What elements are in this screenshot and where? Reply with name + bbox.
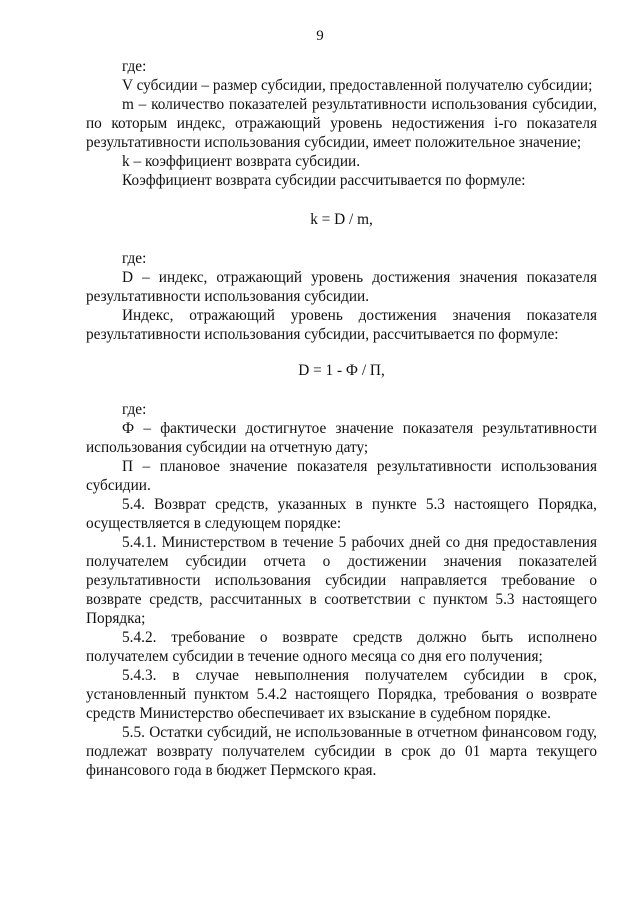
section-5-4: 5.4. Возврат средств, указанных в пункте 5.3 настоящего Порядка, осуществляется в следующем порядке: [86, 496, 597, 532]
p-definition: П – плановое значение показателя результативности использования субсидии. [86, 458, 597, 494]
where-label-1: где: [122, 58, 147, 75]
section-5-4-2: 5.4.2. требование о возврате средств должно быть исполнено получателем субсидии в течение одного месяца со дня его получения; [86, 629, 597, 665]
section-5-4-3: 5.4.3. в случае невыполнения получателем субсидии в срок, установленный пунктом 5.4.2 настоящего Порядка, требования о возврате средств Министерство обеспечивает их взыскание в судебном порядке. [86, 667, 597, 722]
f-definition: Ф – фактически достигнутое значение показателя результативности использования субсидии на отчетную дату; [86, 420, 597, 456]
formula-d: D = 1 - Ф / П, [298, 362, 385, 379]
page-number: 9 [316, 28, 324, 44]
section-5-5: 5.5. Остатки субсидий, не использованные в отчетном финансовом году, подлежат возврату получателем субсидии в срок до 01 марта текущего финансового года в бюджет Пермского края. [86, 724, 597, 779]
document-body [86, 57, 597, 780]
where-label-3: где: [122, 401, 147, 418]
d-definition: D – индекс, отражающий уровень достижения значения показателя результативности использования субсидии. [86, 269, 597, 305]
k-formula-intro: Коэффициент возврата субсидии рассчитывается по формуле: [122, 172, 526, 189]
v-subsidy-definition: V субсидии – размер субсидии, предоставленной получателю субсидии; [122, 77, 593, 94]
k-definition: k – коэффициент возврата субсидии. [122, 153, 361, 170]
section-5-4-1: 5.4.1. Министерством в течение 5 рабочих дней со дня предоставления получателем субсидии отчета о достижении значения показателей результативности использования субсидии направляется требование о возврате средств, рассчитанных в соответствии с пунктом 5.3 настоящего Порядка; [86, 534, 597, 627]
d-formula-intro: Индекс, отражающий уровень достижения значения показателя результативности использования субсидии, рассчитывается по формуле: [86, 307, 597, 343]
m-definition: m – количество показателей результативности использования субсидии, по которым индекс, отражающий уровень недостижения i-го показателя результативности использования субсидии, имеет положительное значение; [86, 96, 597, 151]
where-label-2: где: [122, 250, 147, 267]
formula-k: k = D / m, [310, 211, 373, 228]
